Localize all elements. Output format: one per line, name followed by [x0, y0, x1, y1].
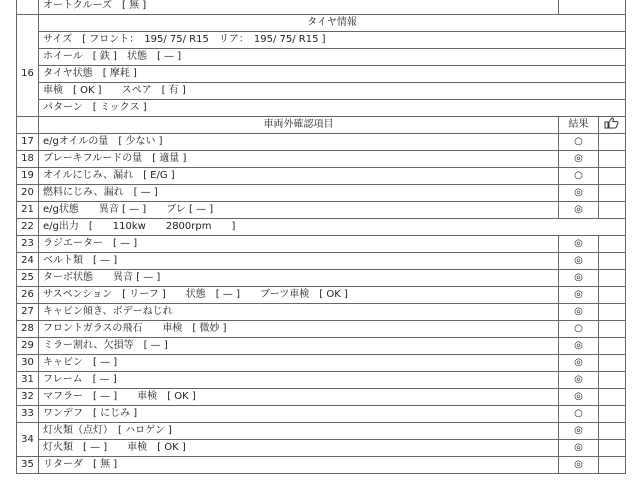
row-number: 24 — [17, 253, 39, 270]
inspection-row — [17, 219, 626, 236]
row-number: 33 — [17, 406, 39, 423]
tire-row — [17, 66, 626, 83]
row-text: キャビン傾き、ボデーねじれ — [39, 304, 559, 321]
inspection-row — [17, 270, 626, 287]
row-text: e/g状態 異音 [ — ] ブレ [ — ] — [39, 202, 559, 219]
row-number: 16 — [17, 32, 39, 117]
tire-inspection: 車検 [ OK ] スペア [ 有 ] — [39, 83, 626, 100]
row-number: 18 — [17, 151, 39, 168]
inspection-row — [17, 202, 626, 219]
row-result: ◎ — [559, 304, 599, 321]
row-number: 32 — [17, 389, 39, 406]
row-text: ラジエーター [ — ] — [39, 236, 559, 253]
row-result: ◎ — [559, 457, 599, 474]
row-number: 34 — [17, 423, 39, 457]
row-number: 26 — [17, 287, 39, 304]
tire-condition: タイヤ状態 [ 摩耗 ] — [39, 66, 626, 83]
inspection-table — [16, 0, 626, 474]
row-result: ◎ — [559, 440, 599, 457]
row-result: ◎ — [559, 355, 599, 372]
row-number: 17 — [17, 134, 39, 151]
row-result: ◎ — [559, 202, 599, 219]
row-result: ○ — [559, 321, 599, 338]
row-result: ◎ — [559, 338, 599, 355]
inspection-row — [17, 338, 626, 355]
row-text: ミラー割れ、欠損等 [ — ] — [39, 338, 559, 355]
row-number: 28 — [17, 321, 39, 338]
row-text: 燃料にじみ、漏れ [ — ] — [39, 185, 559, 202]
row-text: フレーム [ — ] — [39, 372, 559, 389]
row-result: ○ — [559, 406, 599, 423]
row-result: ◎ — [559, 236, 599, 253]
inspection-row — [17, 304, 626, 321]
inspection-row — [17, 151, 626, 168]
inspection-row — [17, 321, 626, 338]
inspection-row — [17, 134, 626, 151]
tire-row — [17, 83, 626, 100]
lights-row — [17, 440, 626, 457]
row-number: 35 — [17, 457, 39, 474]
row-result: ◎ — [559, 372, 599, 389]
row-text: ターボ状態 異音 [ — ] — [39, 270, 559, 287]
tire-wheel: ホイール [ 鉄 ] 状態 [ — ] — [39, 49, 626, 66]
tire-section-title: タイヤ情報 — [39, 15, 626, 32]
row-text: 灯火類（点灯） [ ハロゲン ] — [39, 423, 559, 440]
cruise-row — [17, 0, 626, 15]
row-text: ブレーキフルードの量 [ 適量 ] — [39, 151, 559, 168]
row-number: 27 — [17, 304, 39, 321]
cruise-text: オートクルーズ [ 無 ] — [39, 0, 559, 15]
row-number: 30 — [17, 355, 39, 372]
row-text: 灯火類 [ — ] 車検 [ OK ] — [39, 440, 559, 457]
inspection-row — [17, 389, 626, 406]
row-result: ◎ — [559, 253, 599, 270]
tire-row — [17, 100, 626, 117]
inspection-row — [17, 406, 626, 423]
row-number: 31 — [17, 372, 39, 389]
tire-size: サイズ [ フロント： 195/ 75/ R15 リア： 195/ 75/ R15 ] — [39, 32, 626, 49]
row-text: フロントガラスの飛石 車検 [ 微妙 ] — [39, 321, 559, 338]
row-result: ◎ — [559, 287, 599, 304]
row-number: 29 — [17, 338, 39, 355]
row-result: ○ — [559, 168, 599, 185]
inspection-row — [17, 253, 626, 270]
inspection-row — [17, 236, 626, 253]
row-result: ◎ — [559, 151, 599, 168]
row-text: オイルにじみ、漏れ [ E/G ] — [39, 168, 559, 185]
row-text: ワンデフ [ にじみ ] — [39, 406, 559, 423]
inspection-row — [17, 372, 626, 389]
inspection-section-header — [17, 117, 626, 134]
row-number: 21 — [17, 202, 39, 219]
row-result: ◎ — [559, 389, 599, 406]
tire-row — [17, 49, 626, 66]
inspection-row — [17, 185, 626, 202]
row-text: リターダ [ 無 ] — [39, 457, 559, 474]
inspection-row — [17, 287, 626, 304]
row-result: ◎ — [559, 185, 599, 202]
inspection-row — [17, 168, 626, 185]
row-number: 19 — [17, 168, 39, 185]
row-number: 20 — [17, 185, 39, 202]
tire-section-header — [17, 15, 626, 32]
row-text: e/gオイルの量 [ 少ない ] — [39, 134, 559, 151]
row-number: 25 — [17, 270, 39, 287]
retarder-row — [17, 457, 626, 474]
row-result: ◎ — [559, 270, 599, 287]
row-text: サスペンション [ リーフ ] 状態 [ — ] ブーツ車検 [ OK ] — [39, 287, 559, 304]
row-text: キャビン [ — ] — [39, 355, 559, 372]
row-number: 22 — [17, 219, 39, 236]
lights-row — [17, 423, 626, 440]
row-result: ◎ — [559, 423, 599, 440]
thumbs-up-icon — [599, 117, 626, 134]
inspection-row — [17, 355, 626, 372]
row-text: マフラー [ — ] 車検 [ OK ] — [39, 389, 559, 406]
row-text: ベルト類 [ — ] — [39, 253, 559, 270]
tire-pattern: パターン [ ミックス ] — [39, 100, 626, 117]
row-text: e/g出力 [ 110kw 2800rpm ] — [39, 219, 626, 236]
row-result: ○ — [559, 134, 599, 151]
row-number: 23 — [17, 236, 39, 253]
tire-row — [17, 32, 626, 49]
result-header: 結果 — [559, 117, 599, 134]
inspection-section-title: 車両外確認項目 — [39, 117, 559, 134]
